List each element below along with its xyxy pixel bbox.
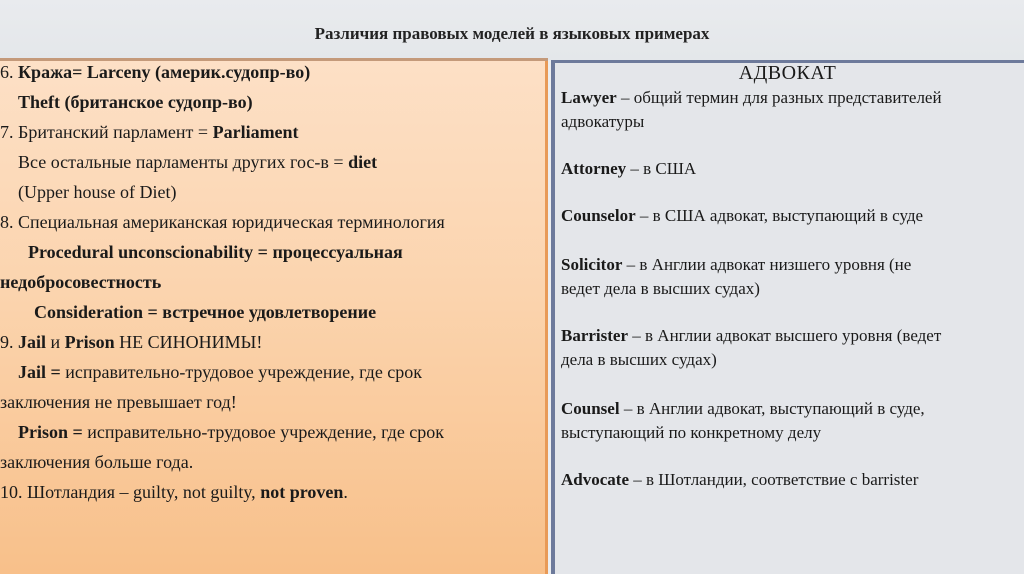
term-prison: Prison	[64, 332, 115, 352]
text-segment: 10. Шотландия – guilty, not guilty,	[0, 482, 261, 502]
term-consideration: Consideration = встречное удовлетворение	[34, 302, 377, 322]
term-solicitor: Solicitor	[561, 255, 623, 274]
text-segment: – общий термин для разных представителей	[616, 88, 942, 107]
text-segment: – в Англии адвокат высшего уровня (ведет	[628, 326, 942, 345]
text-segment: Все остальные парламенты других гос-в =	[18, 152, 349, 172]
text-segment: недобросовестность	[0, 272, 162, 292]
term-diet: diet	[348, 152, 378, 172]
text-segment: – в Англии адвокат, выступающий в суде,	[619, 399, 925, 418]
left-line-15	[0, 480, 348, 504]
left-line-14	[0, 450, 193, 474]
term-theft: Theft (британское судопр-во)	[18, 92, 253, 112]
text-segment: – в США адвокат, выступающий в суде	[635, 206, 924, 225]
left-line-1	[0, 60, 310, 84]
left-line-5	[18, 180, 176, 204]
left-line-10	[0, 330, 262, 354]
text-segment: заключения не превышает год!	[0, 392, 237, 412]
term-advocate: Advocate	[561, 470, 629, 489]
counsel-line-1	[561, 397, 925, 421]
counsel-line-2	[561, 421, 821, 445]
text-segment: исправительно-трудовое учреждение, где срок	[87, 422, 445, 442]
left-line-13	[18, 420, 444, 444]
text-segment: заключения больше года.	[0, 452, 194, 472]
text-segment: – в Англии адвокат низшего уровня (не	[622, 255, 912, 274]
right-heading: АДВОКАТ	[738, 62, 837, 84]
term-lawyer: Lawyer	[561, 88, 617, 107]
solicitor-line-1	[561, 253, 911, 277]
text-segment: (Upper house of Diet)	[18, 182, 177, 202]
term-procedural-unconscionability: Procedural unconscionability = процессуальная	[28, 242, 403, 262]
term-not-proven: not proven	[260, 482, 344, 502]
text-segment: – в США	[626, 159, 697, 178]
item-number: 6.	[0, 62, 18, 82]
attorney-line	[561, 157, 696, 181]
term-jail: Jail	[18, 332, 47, 352]
text-segment: 7. Британский парламент =	[0, 122, 213, 142]
text-segment: Prison	[18, 422, 69, 442]
lawyer-line-1	[561, 86, 942, 110]
text-segment: ведет дела в высших судах)	[561, 279, 760, 298]
solicitor-line-2	[561, 277, 760, 301]
text-segment: исправительно-трудовое учреждение, где срок	[65, 362, 423, 382]
text-segment: выступающий по конкретному делу	[561, 423, 822, 442]
advocate-line	[561, 468, 918, 492]
term-parliament: Parliament	[212, 122, 299, 142]
left-line-8	[0, 270, 161, 294]
text-segment: и	[46, 332, 65, 352]
term-barrister: Barrister	[561, 326, 629, 345]
barrister-line-1	[561, 324, 941, 348]
text-segment: .	[343, 482, 348, 502]
text-segment: адвокатуры	[561, 112, 645, 131]
slide-title: Различия правовых моделей в языковых примерах	[314, 24, 710, 43]
text-segment: =	[46, 362, 66, 382]
text-segment: – в Шотландии, соответствие с barrister	[628, 470, 919, 489]
term-counsel: Counsel	[561, 399, 620, 418]
left-line-7	[28, 240, 403, 264]
left-line-6	[0, 210, 445, 234]
counselor-line	[561, 204, 923, 228]
text-segment: 9.	[0, 332, 18, 352]
left-line-12	[0, 390, 237, 414]
text-segment: Jail	[18, 362, 47, 382]
left-line-3	[0, 120, 299, 144]
left-line-4	[18, 150, 377, 174]
left-line-11	[18, 360, 422, 384]
left-line-9	[34, 300, 376, 324]
text-segment: 8. Специальная американская юридическая терминология	[0, 212, 445, 232]
term-larceny: Кража= Larceny (америк.судопр-во)	[18, 62, 311, 82]
term-counselor: Counselor	[561, 206, 636, 225]
text-segment: дела в высших судах)	[561, 350, 717, 369]
barrister-line-2	[561, 348, 717, 372]
left-line-2	[18, 90, 253, 114]
text-segment: НЕ СИНОНИМЫ!	[114, 332, 263, 352]
text-segment: =	[68, 422, 88, 442]
right-panel	[551, 60, 1024, 574]
lawyer-line-2	[561, 110, 644, 134]
term-attorney: Attorney	[561, 159, 627, 178]
